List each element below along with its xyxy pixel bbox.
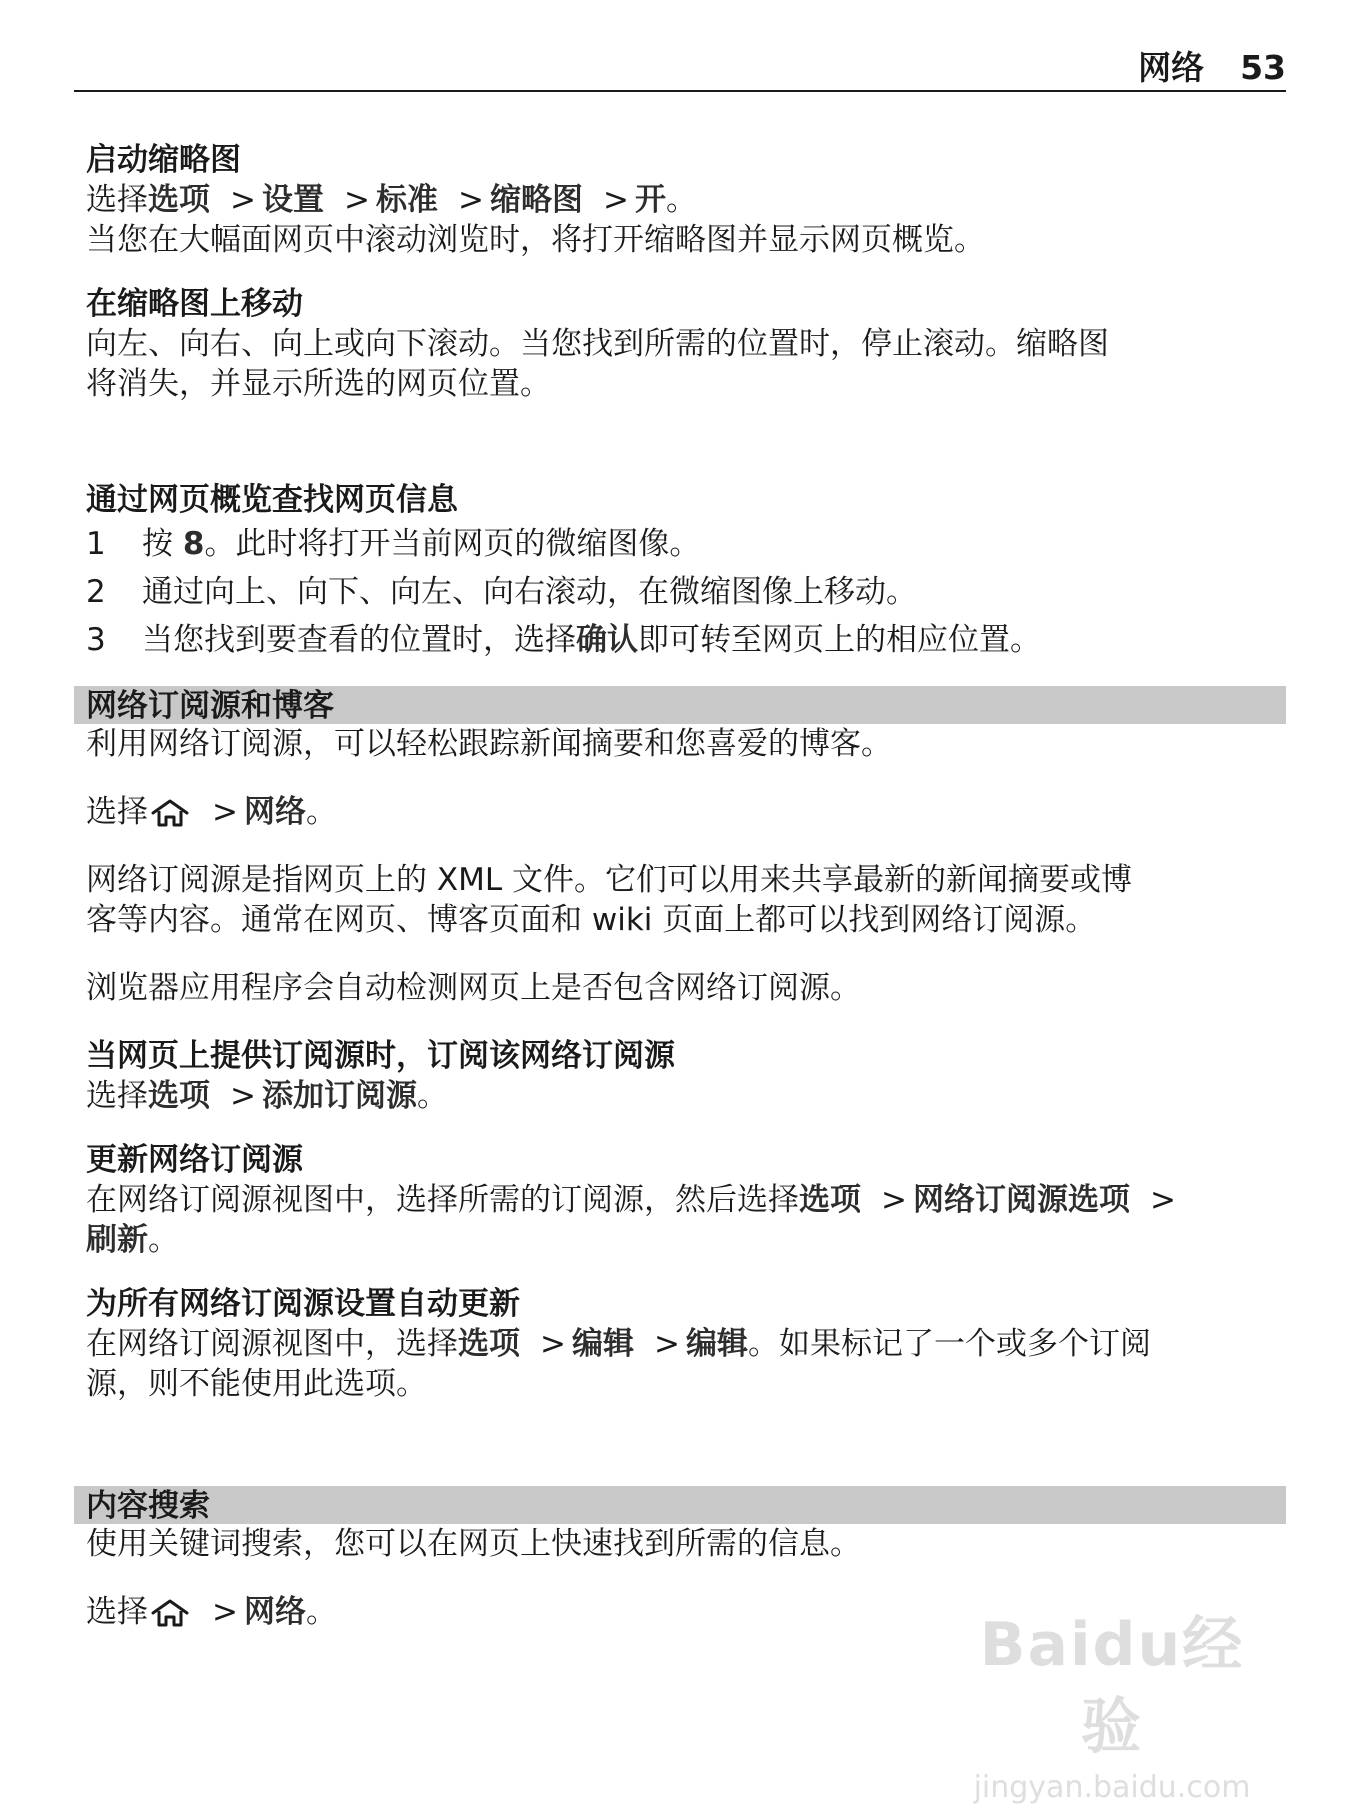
- running-header: [74, 44, 1286, 92]
- menu-item: 编辑: [571, 1326, 634, 1362]
- body-text: 将消失，并显示所选的网页位置。: [86, 366, 551, 402]
- body-text: 刷新。: [86, 1222, 179, 1258]
- menu-item: 选项: [458, 1326, 520, 1362]
- menu-item: 标准: [375, 182, 438, 218]
- section-title: 为所有网络订阅源设置自动更新: [86, 1286, 520, 1322]
- feeds-description: [86, 860, 1286, 940]
- section-title: 更新网络订阅源: [86, 1142, 303, 1178]
- list-item: [86, 568, 1286, 616]
- step-number: 1: [86, 526, 106, 562]
- body-text: 客等内容。通常在网页、博客页面和 wiki 页面上都可以找到网络订阅源。: [86, 902, 1097, 938]
- menu-item: 网络: [243, 1594, 306, 1630]
- chapter-title: 网络: [1138, 48, 1205, 87]
- menu-path: 选择 > 网络。: [86, 794, 337, 830]
- menu-path: 选择选项 > 添加订阅源。: [86, 1078, 448, 1114]
- menu-item: 设置: [261, 182, 324, 218]
- section-subscribe: [86, 1036, 1286, 1116]
- watermark-url: jingyan.baidu.com: [973, 1770, 1251, 1805]
- menu-item: 选项: [148, 1078, 210, 1114]
- key-label: 确认: [576, 622, 638, 658]
- section-update-feeds: [86, 1140, 1286, 1260]
- body-text: 网络订阅源是指网页上的 XML 文件。它们可以用来共享最新的新闻摘要或博: [86, 862, 1132, 898]
- path-separator: >: [343, 182, 370, 218]
- body-text: 当您在大幅面网页中滚动浏览时，将打开缩略图并显示网页概览。: [86, 222, 985, 258]
- body-text: 向左、向右、向上或向下滚动。当您找到所需的位置时，停止滚动。缩略图: [86, 326, 1109, 362]
- section-title: 启动缩略图: [86, 142, 241, 178]
- path-separator: >: [602, 182, 629, 218]
- path-separator: >: [653, 1326, 680, 1362]
- body-text: 浏览器应用程序会自动检测网页上是否包含网络订阅源。: [86, 970, 861, 1006]
- path-separator: >: [881, 1182, 907, 1218]
- section-page-overview: [86, 480, 1286, 664]
- path-separator: >: [230, 1078, 256, 1114]
- page-number: 53: [1240, 48, 1286, 87]
- home-icon: [150, 798, 190, 828]
- list-item: 3 当您找到要查看的位置时，选择确认即可转至网页上的相应位置。: [86, 616, 1286, 664]
- menu-item: 网络订阅源选项: [912, 1182, 1130, 1218]
- step-number: 3: [86, 622, 106, 658]
- section-auto-update: [86, 1284, 1286, 1404]
- menu-item: 开: [634, 182, 666, 218]
- body-text: 使用关键词搜索，您可以在网页上快速找到所需的信息。: [86, 1526, 861, 1562]
- step-number: 2: [86, 574, 106, 610]
- watermark-brand: Baidu经验: [979, 1610, 1245, 1762]
- path-separator: >: [1149, 1182, 1176, 1218]
- menu-item: 添加订阅源: [261, 1078, 417, 1114]
- path-separator: >: [230, 182, 256, 218]
- path-separator: >: [457, 182, 484, 218]
- list-item: 1 按 8。此时将打开当前网页的微缩图像。: [86, 520, 1286, 568]
- step-text: 通过向上、向下、向左、向右滚动，在微缩图像上移动。: [142, 574, 917, 610]
- section-bar-feeds: 网络订阅源和博客: [74, 686, 1286, 724]
- path-separator: >: [540, 1326, 566, 1362]
- key-label: 8: [182, 526, 205, 562]
- path-separator: >: [212, 1594, 238, 1630]
- menu-item: 网络: [243, 794, 306, 830]
- section-move-thumbnail: [86, 284, 1286, 404]
- menu-item: 选项: [148, 182, 210, 218]
- body-text: 源，则不能使用此选项。: [86, 1366, 427, 1402]
- body-text: 在网络订阅源视图中，选择选项 > 编辑 > 编辑。如果标记了一个或多个订阅: [86, 1326, 1151, 1362]
- path-separator: >: [212, 794, 238, 830]
- section-title: 在缩略图上移动: [86, 286, 303, 322]
- menu-item: 编辑: [685, 1326, 748, 1362]
- menu-item: 刷新: [86, 1222, 148, 1258]
- menu-path: 选择选项 > 设置 > 标准 > 缩略图 > 开。: [86, 182, 697, 218]
- home-icon: [150, 1598, 190, 1628]
- body-text: 在网络订阅源视图中，选择所需的订阅源，然后选择选项 > 网络订阅源选项 >: [86, 1180, 1286, 1220]
- body-text: 利用网络订阅源，可以轻松跟踪新闻摘要和您喜爱的博客。: [86, 726, 892, 762]
- menu-item: 缩略图: [489, 182, 583, 218]
- section-bar-search: 内容搜索: [74, 1486, 1286, 1524]
- menu-path: 选择 > 网络。: [86, 1594, 337, 1630]
- section-thumbnail: [86, 140, 1286, 260]
- menu-item: 选项: [799, 1182, 861, 1218]
- page-content: [86, 140, 1286, 1632]
- section-title: 当网页上提供订阅源时，订阅该网络订阅源: [86, 1038, 675, 1074]
- section-title: 通过网页概览查找网页信息: [86, 482, 458, 518]
- steps-list: [86, 520, 1286, 664]
